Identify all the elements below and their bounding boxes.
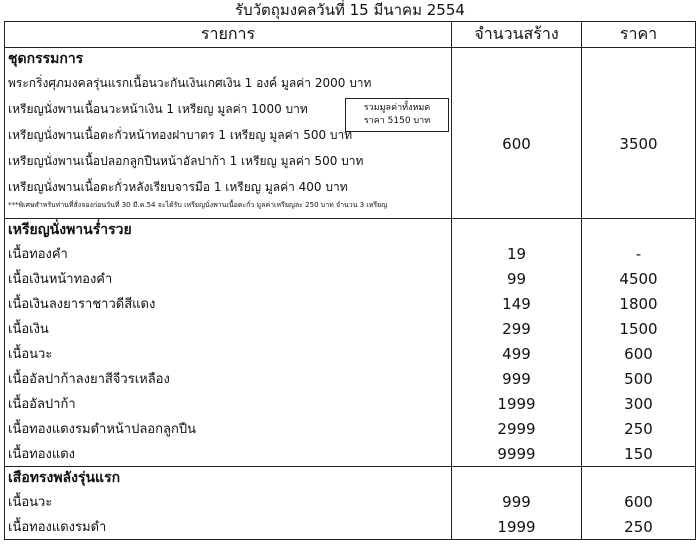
- set-section-title: ชุดกรรมการ: [5, 48, 452, 71]
- table-row: เนื้ออัลปาก้าลงยาสีจีวรเหลือง 999 500: [5, 366, 696, 391]
- set-qty: 600: [452, 70, 582, 219]
- document-title: รับวัตถุมงคลวันที่ 15 มีนาคม 2554: [235, 1, 465, 19]
- set-section-header: [5, 48, 696, 71]
- set-price: 3500: [582, 70, 696, 219]
- special-offer-note: ***พิเศษสำหรับท่านที่สั่งจองก่อนวันที่ 30 มี.ค.54 จะได้รับ เหรียญนั่งพานเนื้อตะกั่ว มูลค่าเหรียญละ 250 บาท จำนวน 3 เหรียญ: [8, 201, 388, 209]
- table-header-row: [5, 22, 696, 48]
- table-row: เนื้ออัลปาก้า 1999 300: [5, 391, 696, 416]
- set-line: เหรียญนั่งพานเนื้อตะกั่วหน้าทองฝาบาตร 1 เหรียญ มูลค่า 500 บาท: [8, 128, 353, 142]
- set-line-with-box: [8, 96, 451, 126]
- table-row: เนื้อทองแดง 9999 150: [5, 441, 696, 467]
- set-line: เหรียญนั่งพานเนื้อนวะหน้าเงิน 1 เหรียญ มูลค่า 1000 บาท: [8, 102, 308, 116]
- set-contents: [5, 70, 452, 219]
- table-row: เนื้อเงินหน้าทองคำ 99 4500: [5, 266, 696, 291]
- set-line: เหรียญนั่งพานเนื้อปลอกลูกปืนหน้าอัลปาก้า 1 เหรียญ มูลค่า 500 บาท: [8, 154, 364, 168]
- set-line: พระกริ่งศุภมงคลรุ่นแรกเนื้อนวะกันเงินเกศเงิน 1 องค์ มูลค่า 2000 บาท: [8, 76, 372, 90]
- total-value-amount: ราคา 5150 บาท: [363, 116, 431, 126]
- total-value-label: รวมมูลค่าทั้งหมด: [363, 103, 431, 113]
- table-row: เนื้อทองแดงรมดำหน้าปลอกลูกปืน 2999 250: [5, 416, 696, 441]
- header-item: รายการ: [5, 22, 452, 48]
- set-contents-row: [5, 70, 696, 219]
- set-line: เหรียญนั่งพานเนื้อตะกั่วหลังเรียบจารมือ 1 เหรียญ มูลค่า 400 บาท: [8, 180, 348, 194]
- price-table: [4, 21, 696, 540]
- table-row: เนื้อเงินลงยาราชาวดีสีแดง 149 1800: [5, 291, 696, 316]
- tiger-section-header: [5, 467, 696, 490]
- coin-section-header: [5, 219, 696, 242]
- table-row: เนื้อทองคำ 19 -: [5, 241, 696, 266]
- header-price: ราคา: [582, 22, 696, 48]
- coin-section-title: เหรียญนั่งพานร่ำรวย: [5, 219, 452, 242]
- table-row: เนื้อนวะ 999 600: [5, 489, 696, 514]
- header-qty: จำนวนสร้าง: [452, 22, 582, 48]
- tiger-section-title: เสือทรงพลังรุ่นแรก: [5, 467, 452, 490]
- table-row: เนื้อเงิน 299 1500: [5, 316, 696, 341]
- table-row: เนื้อทองแดงรมดำ 1999 250: [5, 514, 696, 540]
- table-row: เนื้อนวะ 499 600: [5, 341, 696, 366]
